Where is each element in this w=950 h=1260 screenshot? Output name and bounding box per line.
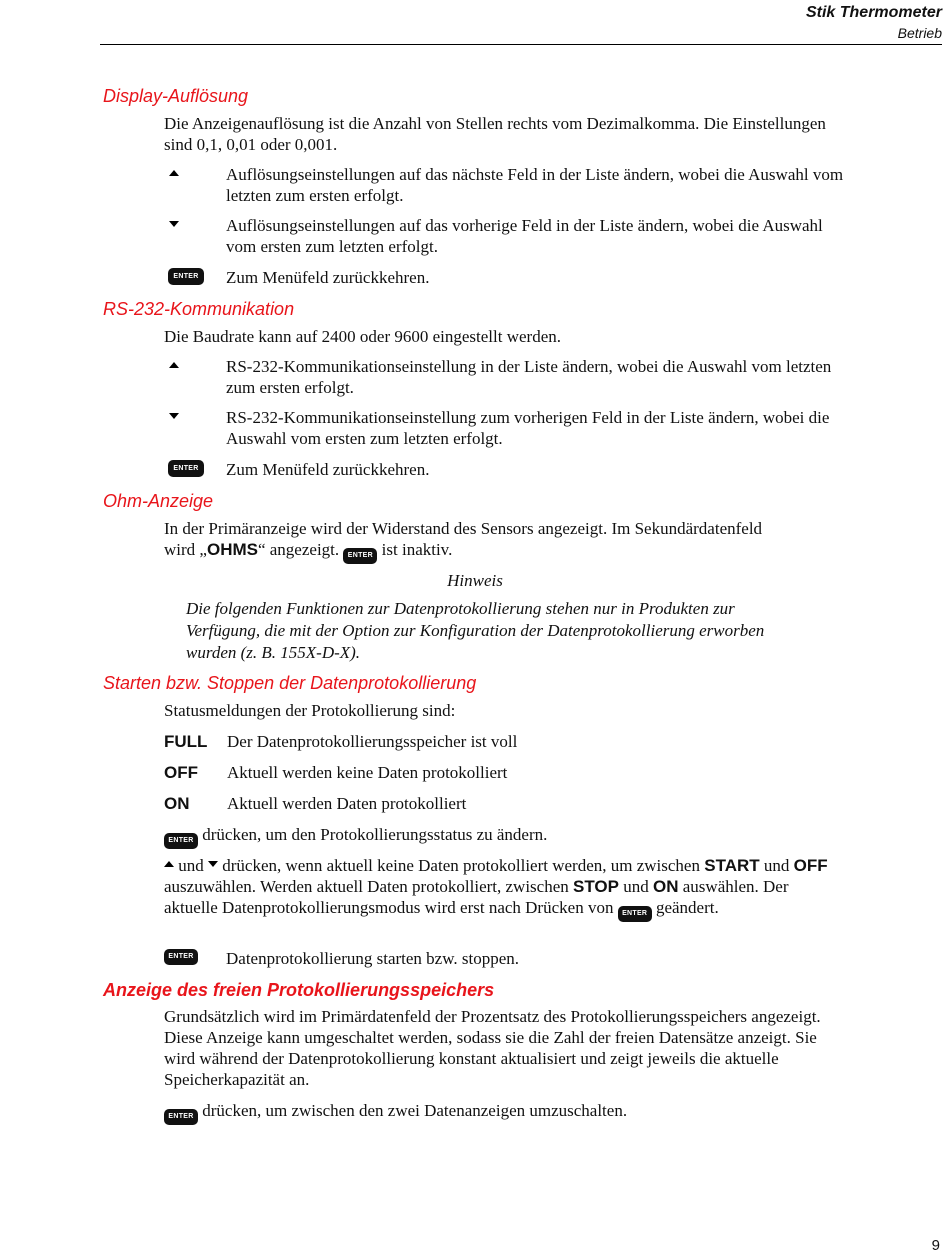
paragraph-start-stop (164, 855, 839, 922)
heading-logging: Starten bzw. Stoppen der Datenprotokollierung (103, 673, 477, 693)
list-item-up (164, 356, 854, 398)
enter-key-icon: ENTER (164, 949, 198, 965)
down-arrow-icon (169, 413, 179, 419)
paragraph-resolution-intro: Die Anzeigenauflösung ist die Anzahl von Stellen rechts vom Dezimalkomma. Die Einstellungen sind 0,1, 0,01 oder 0,001. (164, 114, 826, 154)
list-item-up (164, 164, 854, 206)
status-code: FULL (164, 732, 208, 751)
up-arrow-icon (169, 170, 179, 176)
item-text: Zum Menüfeld zurückkehren. (226, 460, 430, 479)
heading-free-memory: Anzeige des freien Protokollierungsspeichers (103, 980, 495, 1000)
on-label: ON (653, 877, 679, 896)
paragraph-rs232-intro: Die Baudrate kann auf 2400 oder 9600 eingestellt werden. (164, 327, 562, 346)
enter-key-icon: ENTER (618, 906, 652, 922)
text-fragment: auszuwählen. Werden aktuell Daten protokolliert, zwischen (164, 877, 569, 896)
down-arrow-icon (169, 221, 179, 227)
status-code: ON (164, 794, 190, 813)
press-text: drücken, um den Protokollierungsstatus zu ändern. (202, 825, 548, 844)
text-fragment: und (763, 856, 790, 875)
header-title: Stik Thermometer (805, 4, 942, 21)
ohm-line-1: In der Primäranzeige wird der Widerstand des Sensors angezeigt. Im Sekundärdatenfeld (164, 519, 763, 538)
stop-label: STOP (573, 877, 619, 896)
item-text: Auflösungseinstellungen auf das vorherige Feld in der Liste ändern, wobei die Auswahl vom ersten zum letzten erfolgt. (226, 216, 823, 256)
heading-rs232: RS-232-Kommunikation (103, 299, 295, 319)
status-code: OFF (164, 763, 198, 782)
start-label: START (704, 856, 760, 875)
off-label: OFF (793, 856, 828, 875)
enter-key-icon: ENTER (164, 833, 198, 849)
text-fragment: auswählen. Der aktuelle Datenprotokollierungsmodus wird erst nach Drücken von (164, 877, 789, 917)
ohms-label: OHMS (206, 540, 258, 559)
text-fragment: geändert. (655, 898, 719, 917)
note-body: Die folgenden Funktionen zur Datenprotokollierung stehen nur in Produkten zur Verfügung, die mit der Option zur Konfiguration der Datenprotokollierung erworben wurden (z. B. 155X-D-X). (186, 599, 765, 662)
ohm-text: “ angezeigt. (257, 540, 340, 559)
press-text: drücken, um zwischen den zwei Datenanzeigen umzuschalten. (202, 1101, 628, 1120)
header-subtitle: Betrieb (897, 25, 942, 41)
status-text: Aktuell werden Daten protokolliert (227, 794, 467, 813)
note-title: Hinweis (447, 571, 503, 590)
item-text: RS-232-Kommunikationseinstellung in der Liste ändern, wobei die Auswahl vom letzten zum ersten erfolgt. (226, 357, 832, 397)
heading-ohm: Ohm-Anzeige (103, 491, 214, 511)
list-item-enter (164, 459, 854, 501)
paragraph-ohm (164, 518, 854, 564)
enter-key-icon: ENTER (168, 460, 204, 477)
list-item-down (164, 215, 854, 257)
up-arrow-icon (169, 362, 179, 368)
heading-display-resolution: Display-Auflösung (103, 86, 249, 106)
list-item-down (164, 407, 854, 449)
item-text: Auflösungseinstellungen auf das nächste Feld in der Liste ändern, wobei die Auswahl vom letzten zum ersten erfolgt. (226, 165, 844, 205)
up-arrow-icon (164, 861, 174, 867)
status-text: Der Datenprotokollierungsspeicher ist voll (227, 732, 518, 751)
text-fragment: und (623, 877, 649, 896)
enter-key-icon: ENTER (164, 1109, 198, 1125)
ohm-text: wird „ (164, 540, 207, 559)
item-text: Datenprotokollierung starten bzw. stoppen. (226, 949, 520, 968)
paragraph-logging-intro: Statusmeldungen der Protokollierung sind: (164, 701, 456, 720)
header-rule (100, 44, 942, 45)
paragraph-toggle (164, 1100, 854, 1125)
item-text: RS-232-Kommunikationseinstellung zum vorherigen Feld in der Liste ändern, wobei die Auswahl vom ersten zum letzten erfolgt. (226, 408, 830, 448)
paragraph-free-memory: Grundsätzlich wird im Primärdatenfeld der Prozentsatz des Protokollierungsspeichers angezeigt. Diese Anzeige kann umgeschaltet werden, sodass sie die Zahl der freien Datensätze anzeigt. Sie wird während der Datenprotokollierung konstant aktualisiert und zeigt jeweils die aktuelle Speicherkapazität an. (164, 1007, 821, 1089)
enter-key-icon: ENTER (168, 268, 204, 285)
page-number: 9 (931, 1237, 940, 1254)
status-text: Aktuell werden keine Daten protokolliert (227, 763, 508, 782)
text-fragment: drücken, wenn aktuell keine Daten protokolliert werden, um zwischen (222, 856, 700, 875)
down-arrow-icon (208, 861, 218, 867)
item-text: Zum Menüfeld zurückkehren. (226, 268, 430, 287)
text-fragment: und (178, 856, 204, 875)
enter-key-icon: ENTER (343, 548, 377, 564)
paragraph-press-enter (164, 824, 854, 849)
ohm-text: ist inaktiv. (381, 540, 453, 559)
